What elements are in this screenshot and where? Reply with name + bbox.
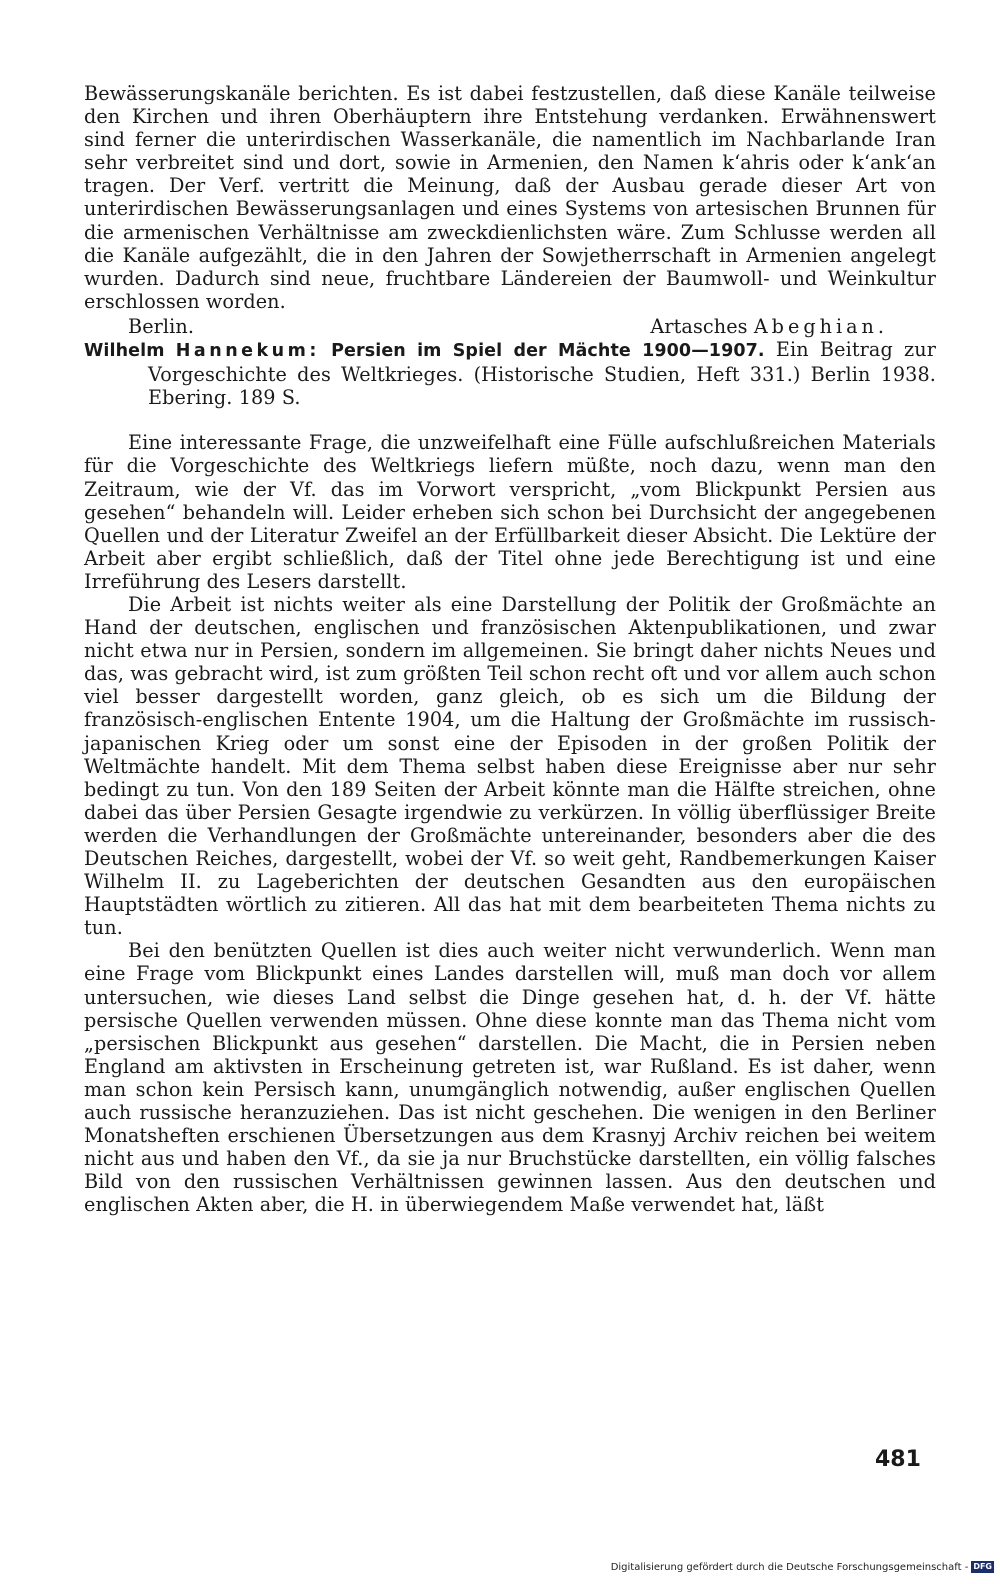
entry-details: Ein Beitrag zur Vorgeschichte des Weltkrieges. (Historische Studien, Heft 331.) Berlin 1938. Ebering. 189 S. — [148, 338, 936, 410]
reviewer-surname: Abeghian. — [753, 314, 888, 338]
page-body — [84, 82, 936, 1217]
signature-reviewer: Artasches Abeghian. — [650, 314, 888, 338]
bibliographic-entry — [84, 338, 936, 409]
prev-review-paragraph: Bewässerungskanäle berichten. Es ist dabei festzustellen, daß diese Kanäle teilweise den Kirchen und ihren Oberhäuptern ihre Entstehung verdanken. Erwähnenswert sind ferner die unterirdischen Wasserkanäle, die namentlich im Nachbarlande Iran sehr verbreitet sind und dort, sowie in Armenien, den Namen k‘ahris oder k‘ank‘an tragen. Der Verf. vertritt die Meinung, daß der Ausbau gerade dieser Art von unterirdischen Bewässerungsanlagen und eines Systems von artesischen Brunnen für die armenischen Verhältnisse am zweckdienlichsten wäre. Zum Schlusse werden all die Kanäle aufgezählt, die in den Jahren der Sowjetherrschaft in Armenien angelegt wurden. Dadurch sind neue, fruchtbare Ländereien der Baumwoll- und Weinkultur erschlossen worden. — [84, 82, 936, 313]
footer-text: Digitalisierung gefördert durch die Deutsche Forschungsgemeinschaft - — [610, 1561, 969, 1573]
digitization-footer — [611, 1561, 994, 1573]
review-paragraph-3: Bei den benützten Quellen ist dies auch weiter nicht verwunderlich. Wenn man eine Frage vom Blickpunkt eines Landes darstellen will, muß man doch vor allem untersuchen, wie dieses Land selbst die Dinge gesehen hat, d. h. der Vf. hätte persische Quellen verwenden müssen. Ohne diese konnte man das Thema nicht vom „persischen Blickpunkt aus gesehen“ darstellen. Die Macht, die in Persien neben England am aktivsten in Erscheinung getreten ist, war Rußland. Es ist daher, wenn man schon kein Persisch kann, unumgänglich notwendig, außer englischen Quellen auch russische heranzuziehen. Das ist nicht geschehen. Die wenigen in den Berliner Monatsheften erschienen Übersetzungen aus dem Krasnyj Archiv reichen bei weitem nicht aus und haben den Vf., da sie ja nur Bruchstücke darstellten, ein völlig falsches Bild von den russischen Verhältnissen gewinnen lassen. Aus den deutschen und englischen Akten aber, die H. in überwiegendem Maße verwendet hat, läßt — [84, 939, 936, 1217]
dfg-logo: DFG — [973, 1562, 992, 1571]
prev-review-signature — [84, 315, 936, 338]
review-paragraph-2: Die Arbeit ist nichts weiter als eine Darstellung der Politik der Großmächte an Hand der deutschen, englischen und französischen Aktenpublikationen, und zwar nicht etwa nur in Persien, sondern im allgemeinen. Sie bringt daher nichts Neues und das, was gebracht wird, ist zum größten Teil schon recht oft und vor allem auch schon viel besser dargestellt worden, ganz gleich, ob es sich um die Bildung der französisch-englischen Entente 1904, um die Haltung der Großmächte im russisch-japanischen Krieg oder um sonst eine der Episoden in der großen Politik der Weltmächte handelt. Mit dem Thema selbst haben diese Ereignisse aber nur sehr bedingt zu tun. Von den 189 Seiten der Arbeit könnte man die Hälfte streichen, ohne dabei das über Persien Gesagte irgendwie zu verkürzen. In völlig überflüssiger Breite werden die Verhandlungen der Großmächte untereinander, besonders aber die des Deutschen Reiches, dargestellt, wobei der Vf. so weit geht, Randbemerkungen Kaiser Wilhelm II. zu Lageberichten der deutschen Gesandten aus den europäischen Hauptstädten wörtlich zu zitieren. All das hat mit dem bearbeiteten Thema nichts zu tun. — [84, 592, 936, 940]
review-paragraph-1: Eine interessante Frage, die unzweifelhaft eine Fülle aufschlußreichen Materials für die Vorgeschichte des Weltkriegs liefern müßte, noch dazu, wenn man den Zeitraum, wie der Vf. das im Vorwort verspricht, „vom Blickpunkt Persien aus gesehen“ behandeln will. Leider erheben sich schon bei Durchsicht der angegebenen Quellen und der Literatur Zweifel an der Erfüllbarkeit dieser Absicht. Die Lektüre der Arbeit aber ergibt schließlich, daß der Titel ohne jede Berechtigung ist und eine Irreführung des Lesers darstellt. — [84, 431, 936, 593]
entry-author-first: Wilhelm — [84, 341, 176, 362]
signature-place: Berlin. — [128, 314, 195, 338]
page-number: 481 — [875, 1447, 921, 1472]
entry-title: Persien im Spiel der Mächte 1900—1907. — [331, 341, 765, 362]
entry-author: Hannekum: — [175, 341, 320, 362]
review-text — [84, 431, 936, 1216]
entry-heading — [84, 341, 765, 361]
